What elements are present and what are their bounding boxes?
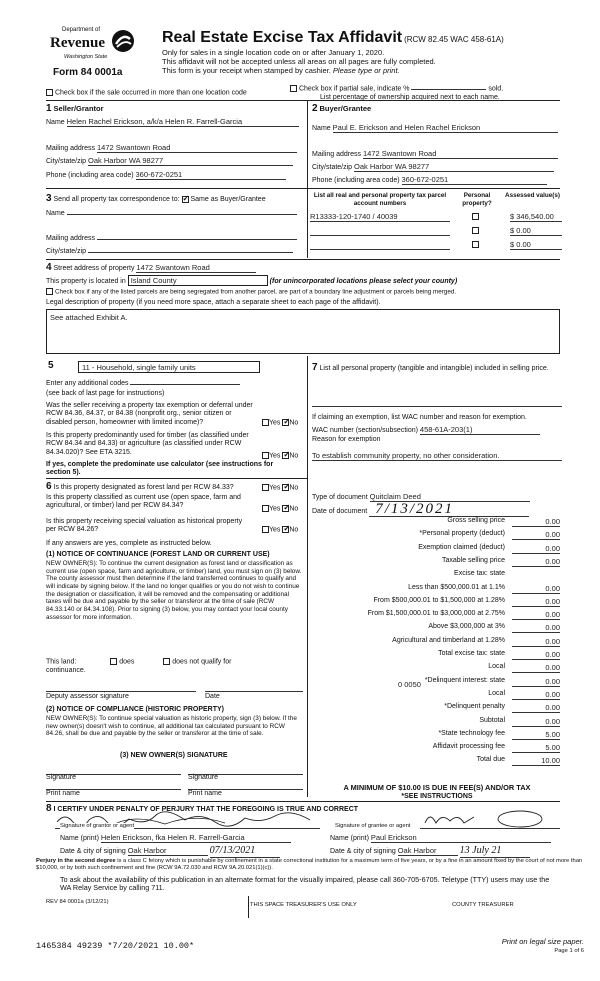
document-date-label: Date of document xyxy=(312,508,368,515)
section3-address-field[interactable] xyxy=(97,239,297,240)
tax-row-value[interactable]: 0.00 xyxy=(512,544,560,554)
tax-row xyxy=(310,584,560,596)
this-land-label: This land: xyxy=(46,658,77,666)
tax-row-label: Exemption claimed (deduct) xyxy=(418,543,505,551)
buyer-phone-row xyxy=(312,175,562,185)
tax-row xyxy=(310,597,560,609)
grantor-name-field[interactable]: Helen Erickson, fka Helen R. Farrell-Garcia xyxy=(101,833,291,843)
assessed-value-field[interactable]: $ 346,540.00 xyxy=(510,212,562,222)
table-row xyxy=(310,226,562,238)
located-label: This property is located in xyxy=(46,278,126,285)
exemption-question: Was the seller receiving a property tax exemption or deferral under RCW 84.36, 84.37, or 84.38 (nonprofit org., senior citizen or disabled person, homeowner with limited income)? xyxy=(46,402,253,426)
buyer-address-label: Mailing address xyxy=(312,151,362,158)
current-use-yes-checkbox[interactable] xyxy=(262,505,269,512)
seller-name-field[interactable]: Helen Rachel Erickson, a/k/a Helen R. Farrell-Garcia xyxy=(67,117,299,127)
divider-4 xyxy=(46,259,560,260)
form-title-block xyxy=(162,28,592,75)
tax-row-value[interactable]: 0.00 xyxy=(512,677,560,687)
form-title: Real Estate Excise Tax Affidavit xyxy=(162,29,403,46)
logo-state: Washington State xyxy=(64,54,108,60)
assessed-value-field[interactable]: $ 0.00 xyxy=(510,226,562,236)
buyer-city-label: City/state/zip xyxy=(312,164,353,171)
tax-row-value[interactable]: 0.00 xyxy=(512,623,560,633)
yes-label: Yes xyxy=(269,505,281,513)
historic-no-checkbox[interactable] xyxy=(282,526,289,533)
perjury-statement xyxy=(36,858,584,871)
yes-label: Yes xyxy=(269,419,281,427)
section6-number: 6 xyxy=(46,481,52,492)
grantor-city-field[interactable]: Oak Harbor xyxy=(128,846,208,856)
wac-label: WAC number (section/subsection) xyxy=(312,427,418,434)
section3-name-label: Name xyxy=(46,210,65,217)
header-line-3: This form is your receipt when stamped by cashier. xyxy=(162,66,331,76)
section7-row xyxy=(312,362,562,374)
tax-row-value[interactable]: 0.00 xyxy=(512,650,560,660)
legal-description-value: See attached Exhibit A. xyxy=(50,313,128,322)
section7-number: 7 xyxy=(312,362,318,373)
tax-row-label: Gross selling price xyxy=(447,517,505,524)
notice-continuance-body: NEW OWNER(S): To continue the current designation as forest land or classification as current use (open space, farm and agriculture, or timber) land, you must sign on (3) below. The county assessor must then determine if the land transferred continues to qualify and will indicate by signing below. If the land no longer qualifies or you do not wish to continue the designation or classification, it will be removed and the compensating or additional taxes will be due and payable by the seller or transferor at the time of sale (RCW 84.33.140 or 84.34.108). Prior to signing (3) below, you may contact your local county assessor for more information. xyxy=(46,560,302,621)
additional-codes-note: (see back of last page for instructions) xyxy=(46,390,165,397)
buyer-city-field[interactable]: Oak Harbor WA 98277 xyxy=(354,162,554,172)
partial-sale-checkbox[interactable] xyxy=(290,85,297,92)
assessed-col-header: Assessed value(s) xyxy=(505,192,560,199)
current-use-question: Is this property classified as current use (open space, farm and agricultural, or timber) land per RCW 84.34? xyxy=(46,494,241,510)
owner-print-name-field-2[interactable] xyxy=(188,782,303,790)
seller-name-label: Name xyxy=(46,119,65,126)
no-label: No xyxy=(289,505,299,513)
header-line-1: Only for sales in a single location code on or after January 1, 2020. xyxy=(162,48,385,58)
owner-signature-label-1: Signature xyxy=(46,774,76,781)
local-rate-value: 0 0050 xyxy=(398,680,421,689)
top-divider xyxy=(46,100,560,101)
tax-row-value[interactable]: 5.00 xyxy=(512,743,560,753)
header-line-2: This affidavit will not be accepted unless all areas on all pages are fully completed. xyxy=(162,57,436,67)
multi-location-checkbox[interactable] xyxy=(46,89,53,96)
section3-city-field[interactable] xyxy=(88,252,293,253)
logo-dept: Department of xyxy=(62,27,101,33)
tax-row xyxy=(310,677,560,689)
seller-city-field[interactable]: Oak Harbor WA 98277 xyxy=(88,156,293,166)
notice-compliance-body: NEW OWNER(S): To continue special valuation as historic property, sign (3) below. If the new owner(s) doesn't wish to continue, all additional tax calculated pursuant to RCW 84.26, shall be due and payable by the seller or transferor at the time of sale. xyxy=(46,715,297,738)
seller-phone-field[interactable]: 360-672-0251 xyxy=(136,170,286,180)
section3-city-label: City/state/zip xyxy=(46,248,87,255)
tax-row-value[interactable]: 0.00 xyxy=(512,517,560,527)
timber-question: Is this property predominantly used for timber (as classified under RCW 84.34 and 84.33) or agriculture (as classified under RCW 84.34.020)? See ETA 3215. xyxy=(46,432,249,456)
forest-land-question xyxy=(46,481,266,493)
personal-property-checkbox[interactable] xyxy=(472,227,479,234)
tax-row xyxy=(310,517,560,529)
continuance-label: continuance. xyxy=(46,667,86,674)
tax-row-label: Above $3,000,000 at 3% xyxy=(428,623,505,631)
county-treasurer-label: COUNTY TREASURER xyxy=(452,902,514,908)
tax-row-label: Total due xyxy=(476,756,505,764)
buyer-name-label: Name xyxy=(312,125,331,132)
grantor-signature-label: Signature of grantor or agent xyxy=(60,823,135,829)
buyer-city-row xyxy=(312,162,562,172)
tax-row-label: Total excise tax: state xyxy=(438,650,505,657)
forest-yes-no xyxy=(262,484,298,493)
timber-yes-checkbox[interactable] xyxy=(262,452,269,459)
deputy-date-label: Date xyxy=(205,693,220,700)
seller-name-row xyxy=(46,117,304,127)
historic-yes-checkbox[interactable] xyxy=(262,526,269,533)
located-row xyxy=(46,275,457,286)
center-divider-1 xyxy=(307,100,308,258)
land-does-label: does xyxy=(119,658,135,666)
seller-section-title: Seller/Grantor xyxy=(53,104,104,113)
tax-row-label: *Personal property (deduct) xyxy=(419,530,505,538)
section4-number: 4 xyxy=(46,262,52,273)
yes-label: Yes xyxy=(269,484,281,492)
ownership-note: List percentage of ownership acquired next to each name. xyxy=(320,93,500,101)
forest-yes-checkbox[interactable] xyxy=(262,484,269,491)
tax-row-label: From $500,000.01 to $1,500,000 at 1.28% xyxy=(373,596,505,604)
alt-format-note: To ask about the availability of this publication in an alternate format for the visually impaired, please call 360-705-6705. Teletype (TTY) users may use the WA Relay Service by calling 711. xyxy=(60,875,550,892)
grantor-date-label: Date & city of signing xyxy=(60,848,126,855)
timber-note: If yes, complete the predominate use calculator (see instructions for section 5). xyxy=(46,461,274,477)
tax-row xyxy=(310,610,560,622)
buyer-section-title: Buyer/Grantee xyxy=(319,104,372,113)
buyer-name-field[interactable]: Paul E. Erickson and Helen Rachel Erickson xyxy=(333,123,558,133)
section5-number: 5 xyxy=(48,360,54,371)
buyer-address-row xyxy=(312,149,562,159)
cashier-stamp: 1465384 49239 *7/20/2021 10.00* xyxy=(36,941,195,951)
personal-property-checkbox[interactable] xyxy=(472,241,479,248)
treasurer-space-label: THIS SPACE TREASURER'S USE ONLY xyxy=(250,902,357,908)
tax-row xyxy=(310,623,560,635)
reason-label: Reason for exemption xyxy=(312,436,381,443)
tax-row-label: Subtotal xyxy=(479,716,505,724)
notice-compliance-title: (2) NOTICE OF COMPLIANCE (HISTORIC PROPERTY) xyxy=(46,706,224,713)
form-revision: REV 84 0001a (3/12/21) xyxy=(46,899,109,905)
section8-number: 8 xyxy=(46,803,52,814)
header-line-3-italic: Please type or print. xyxy=(332,66,400,76)
segregated-row xyxy=(46,288,566,297)
current-use-no-checkbox[interactable] xyxy=(282,505,289,512)
tax-row xyxy=(310,650,560,662)
deputy-date-field[interactable] xyxy=(205,684,303,692)
tax-row-value[interactable]: 0.00 xyxy=(512,597,560,607)
segregated-checkbox[interactable] xyxy=(46,288,53,295)
tax-row xyxy=(310,557,560,569)
document-type-field[interactable]: Quitclaim Deed xyxy=(370,492,530,502)
tax-row-value[interactable]: 0.00 xyxy=(512,530,560,540)
section3-header xyxy=(46,193,266,205)
form-number: Form 84 0001a xyxy=(53,67,123,78)
tax-row xyxy=(310,743,560,755)
buyer-header xyxy=(312,103,371,115)
grantee-date-label: Date & city of signing xyxy=(330,848,396,855)
section7-label: List all personal property (tangible and intangible) included in selling price. xyxy=(319,365,549,372)
tax-row-label: *Delinquent interest: state xyxy=(424,676,505,684)
grantee-name-label: Name (print) xyxy=(330,835,369,842)
dor-logo xyxy=(50,27,130,82)
yes-label: Yes xyxy=(269,526,281,534)
street-address-label: Street address of property xyxy=(53,265,135,272)
tax-row-label: Agricultural and timberland at 1.28% xyxy=(392,636,505,644)
logo-name: Revenue xyxy=(50,35,105,51)
perjury-lead: Perjury in the second degree xyxy=(36,858,116,864)
tax-row xyxy=(310,717,560,729)
tax-row-value[interactable]: 0.00 xyxy=(512,717,560,727)
parcel-number-field[interactable] xyxy=(310,240,450,250)
land-does-not-label: does not qualify for xyxy=(172,658,232,666)
seller-address-row xyxy=(46,143,304,153)
land-does-not-checkbox[interactable] xyxy=(163,658,170,665)
section3-name-field[interactable] xyxy=(67,214,297,215)
grantee-signature-label: Signature of grantee or agent xyxy=(335,823,411,829)
personal-property-list-field[interactable] xyxy=(312,385,562,407)
historic-yes-no xyxy=(262,526,298,535)
grantor-name-label: Name (print) xyxy=(60,835,99,842)
tax-row xyxy=(310,756,560,768)
section6-instructions: If any answers are yes, complete as instructed below. xyxy=(46,540,212,547)
seller-header xyxy=(46,103,104,115)
treasurer-divider xyxy=(248,896,249,918)
seller-city-label: City/state/zip xyxy=(46,158,87,165)
notice-continuance-title: (1) NOTICE OF CONTINUANCE (FOREST LAND OR CURRENT USE) xyxy=(46,551,270,558)
this-land-row xyxy=(46,658,231,667)
tax-row xyxy=(310,690,560,702)
tax-row-label: Less than $500,000.01 at 1.1% xyxy=(408,583,505,591)
seller-phone-label: Phone (including area code) xyxy=(46,172,134,179)
tax-row-value[interactable]: 0.00 xyxy=(512,703,560,713)
center-divider-2 xyxy=(307,356,308,797)
tax-row xyxy=(310,570,560,582)
parcel-table xyxy=(310,192,562,258)
owner-print-name-field-1[interactable] xyxy=(46,782,181,790)
grantor-date-handwritten[interactable]: 07/13/2021 xyxy=(210,845,280,858)
street-address-field[interactable]: 1472 Swantown Road xyxy=(136,263,256,273)
additional-codes-row xyxy=(46,380,240,388)
timber-yes-no xyxy=(262,452,298,461)
parcel-number-field[interactable]: R13333-120-1740 / 40039 xyxy=(310,212,450,222)
seller-address-label: Mailing address xyxy=(46,145,96,152)
tax-row-label: Local xyxy=(488,689,505,697)
tax-row-label: Affidavit processing fee xyxy=(432,743,505,751)
document-date-field[interactable]: 7/13/2021 xyxy=(369,503,529,517)
legal-description-label: Legal description of property (if you need more space, attach a separate sheet to each page of the affidavit). xyxy=(46,299,381,306)
deputy-signature-field[interactable] xyxy=(46,684,196,692)
buyer-phone-field[interactable]: 360-672-0251 xyxy=(402,175,547,185)
logo-swirl-icon xyxy=(110,29,136,53)
grantee-signature-scribble xyxy=(420,809,560,829)
section3-address-row xyxy=(46,235,297,243)
tax-row-label: *Delinquent penalty xyxy=(444,703,505,711)
grantee-date-row xyxy=(330,845,530,858)
grantee-date-handwritten[interactable]: 13 July 21 xyxy=(460,845,530,858)
section3-number: 3 xyxy=(46,193,52,204)
current-use-yes-no xyxy=(262,505,298,514)
same-as-buyer-checkbox[interactable] xyxy=(182,196,189,203)
grantee-name-row xyxy=(330,833,551,843)
forest-land-label: Is this property designated as forest land per RCW 84.33? xyxy=(53,484,234,491)
seller-city-row xyxy=(46,156,304,166)
tax-row xyxy=(310,703,560,715)
exemption-yes-checkbox[interactable] xyxy=(262,419,269,426)
buyer-phone-label: Phone (including area code) xyxy=(312,177,400,184)
grantee-city-field[interactable]: Oak Harbor xyxy=(398,846,458,856)
land-use-code-select[interactable]: 11 - Household, single family units xyxy=(78,361,260,373)
tax-row-label: *State technology fee xyxy=(438,729,505,737)
section4-street-row xyxy=(46,262,256,274)
no-label: No xyxy=(289,452,299,460)
tax-row-label: Taxable selling price xyxy=(441,556,505,564)
seller-address-field[interactable]: 1472 Swantown Road xyxy=(97,143,297,153)
buyer-address-field[interactable]: 1472 Swantown Road xyxy=(363,149,558,159)
seller-section-number: 1 xyxy=(46,103,52,114)
minimum-due-note: A MINIMUM OF $10.00 IS DUE IN FEE(S) AND/OR TAX xyxy=(343,783,531,792)
tax-row-label: From $1,500,000.01 to $3,000,000 at 2.75% xyxy=(367,610,505,618)
additional-codes-field[interactable] xyxy=(130,384,240,385)
tax-row-value[interactable]: 0.00 xyxy=(512,663,560,673)
seller-phone-row xyxy=(46,170,304,180)
parcel-col-header: List all real and personal property tax parcel account numbers xyxy=(313,192,447,207)
multi-location-row xyxy=(46,89,247,98)
divider-6 xyxy=(46,801,560,802)
exemption-no-checkbox[interactable] xyxy=(282,419,289,426)
additional-codes-label: Enter any additional codes xyxy=(46,380,129,387)
partial-sale-label: Check box if partial sale, indicate % xyxy=(298,85,410,93)
tax-row-value[interactable]: 0.00 xyxy=(512,690,560,700)
document-date-row xyxy=(312,503,529,517)
perjury-body: is a class C felony which is punishable by confinement in a state correctional institution for a maximum term of five years, or by a fine in an amount fixed by the court of not more than $10,000, or by both such confinement and fine (RCW 9A.72.030 and RCW 9A.20.021(1)(c)). xyxy=(36,858,583,871)
land-does-checkbox[interactable] xyxy=(110,658,117,665)
buyer-name-row xyxy=(312,123,562,133)
exemption-yes-no xyxy=(262,419,298,428)
deputy-signature-label: Deputy assessor signature xyxy=(46,693,129,700)
wac-row xyxy=(312,425,540,435)
historic-question: Is this property receiving special valuation as historical property per RCW 84.26? xyxy=(46,518,243,534)
county-select[interactable]: Island County xyxy=(128,275,268,286)
assessed-value-field[interactable]: $ 0.00 xyxy=(510,240,562,250)
section3-city-row xyxy=(46,248,293,256)
page-number: Page 1 of 6 xyxy=(554,948,584,954)
tax-row-value[interactable]: 0.00 xyxy=(512,637,560,647)
segregated-label: Check box if any of the listed parcels are being segregated from another parcel, are part of a boundary line adjustment or parcels being merged. xyxy=(54,288,457,296)
personal-property-checkbox[interactable] xyxy=(472,213,479,220)
owner-print-name-label-2: Print name xyxy=(188,790,222,797)
table-row xyxy=(310,240,562,252)
unincorporated-note: (for unincorporated locations please select your county) xyxy=(269,278,458,285)
form-title-ref: (RCW 82.45 WAC 458-61A) xyxy=(404,35,504,44)
partial-sale-suffix: sold. xyxy=(488,85,504,93)
document-type-label: Type of document xyxy=(312,494,368,501)
tax-row-value[interactable]: 5.00 xyxy=(512,730,560,740)
grantee-signature-field[interactable] xyxy=(420,813,560,829)
new-owner-signature-title: (3) NEW OWNER(S) SIGNATURE xyxy=(120,752,228,759)
grantor-name-row xyxy=(60,833,291,843)
parcel-number-field[interactable] xyxy=(310,226,450,236)
see-instructions-note: *SEE INSTRUCTIONS xyxy=(401,793,473,800)
tax-row xyxy=(310,637,560,649)
no-label: No xyxy=(289,526,299,534)
buyer-section-number: 2 xyxy=(312,103,318,114)
tax-row-label: Excise tax: state xyxy=(454,570,505,578)
certify-statement: I CERTIFY UNDER PENALTY OF PERJURY THAT THE FOREGOING IS TRUE AND CORRECT xyxy=(53,806,359,813)
tax-row-value[interactable]: 0.00 xyxy=(512,584,560,594)
tax-row xyxy=(310,530,560,542)
grantor-date-row xyxy=(60,845,280,858)
tax-row-label: Local xyxy=(488,663,505,671)
divider-3 xyxy=(46,188,560,189)
table-row xyxy=(310,212,562,224)
legal-description-field[interactable] xyxy=(46,309,560,354)
tax-row-value[interactable]: 0.00 xyxy=(512,557,560,567)
legal-paper-note: Print on legal size paper. xyxy=(501,937,584,946)
timber-no-checkbox[interactable] xyxy=(282,452,289,459)
tax-row-value[interactable]: 0.00 xyxy=(512,610,560,620)
no-label: No xyxy=(289,419,299,427)
reason-field[interactable]: To establish community property, no other consideration. xyxy=(312,451,562,461)
no-label: No xyxy=(289,484,299,492)
section3-name-row xyxy=(46,210,297,218)
section3-label: Send all property tax correspondence to: xyxy=(53,196,180,203)
divider-5 xyxy=(46,478,307,479)
personal-col-header: Personal property? xyxy=(462,192,492,207)
tax-row xyxy=(310,544,560,556)
tax-row-value[interactable]: 10.00 xyxy=(512,756,560,766)
owner-print-name-label-1: Print name xyxy=(46,790,80,797)
section3-address-label: Mailing address xyxy=(46,235,96,242)
grantee-name-field[interactable]: Paul Erickson xyxy=(371,833,551,843)
forest-no-checkbox[interactable] xyxy=(282,484,289,491)
owner-signature-label-2: Signature xyxy=(188,774,218,781)
tax-row xyxy=(310,730,560,742)
tax-row xyxy=(310,663,560,675)
yes-label: Yes xyxy=(269,452,281,460)
same-as-buyer-label: Same as Buyer/Grantee xyxy=(190,196,266,203)
exemption-claim-label: If claiming an exemption, list WAC number and reason for exemption. xyxy=(312,414,527,421)
wac-field[interactable]: 458-61A-203(1) xyxy=(420,425,540,435)
multi-location-label: Check box if the sale occurred in more than one location code xyxy=(54,89,247,97)
